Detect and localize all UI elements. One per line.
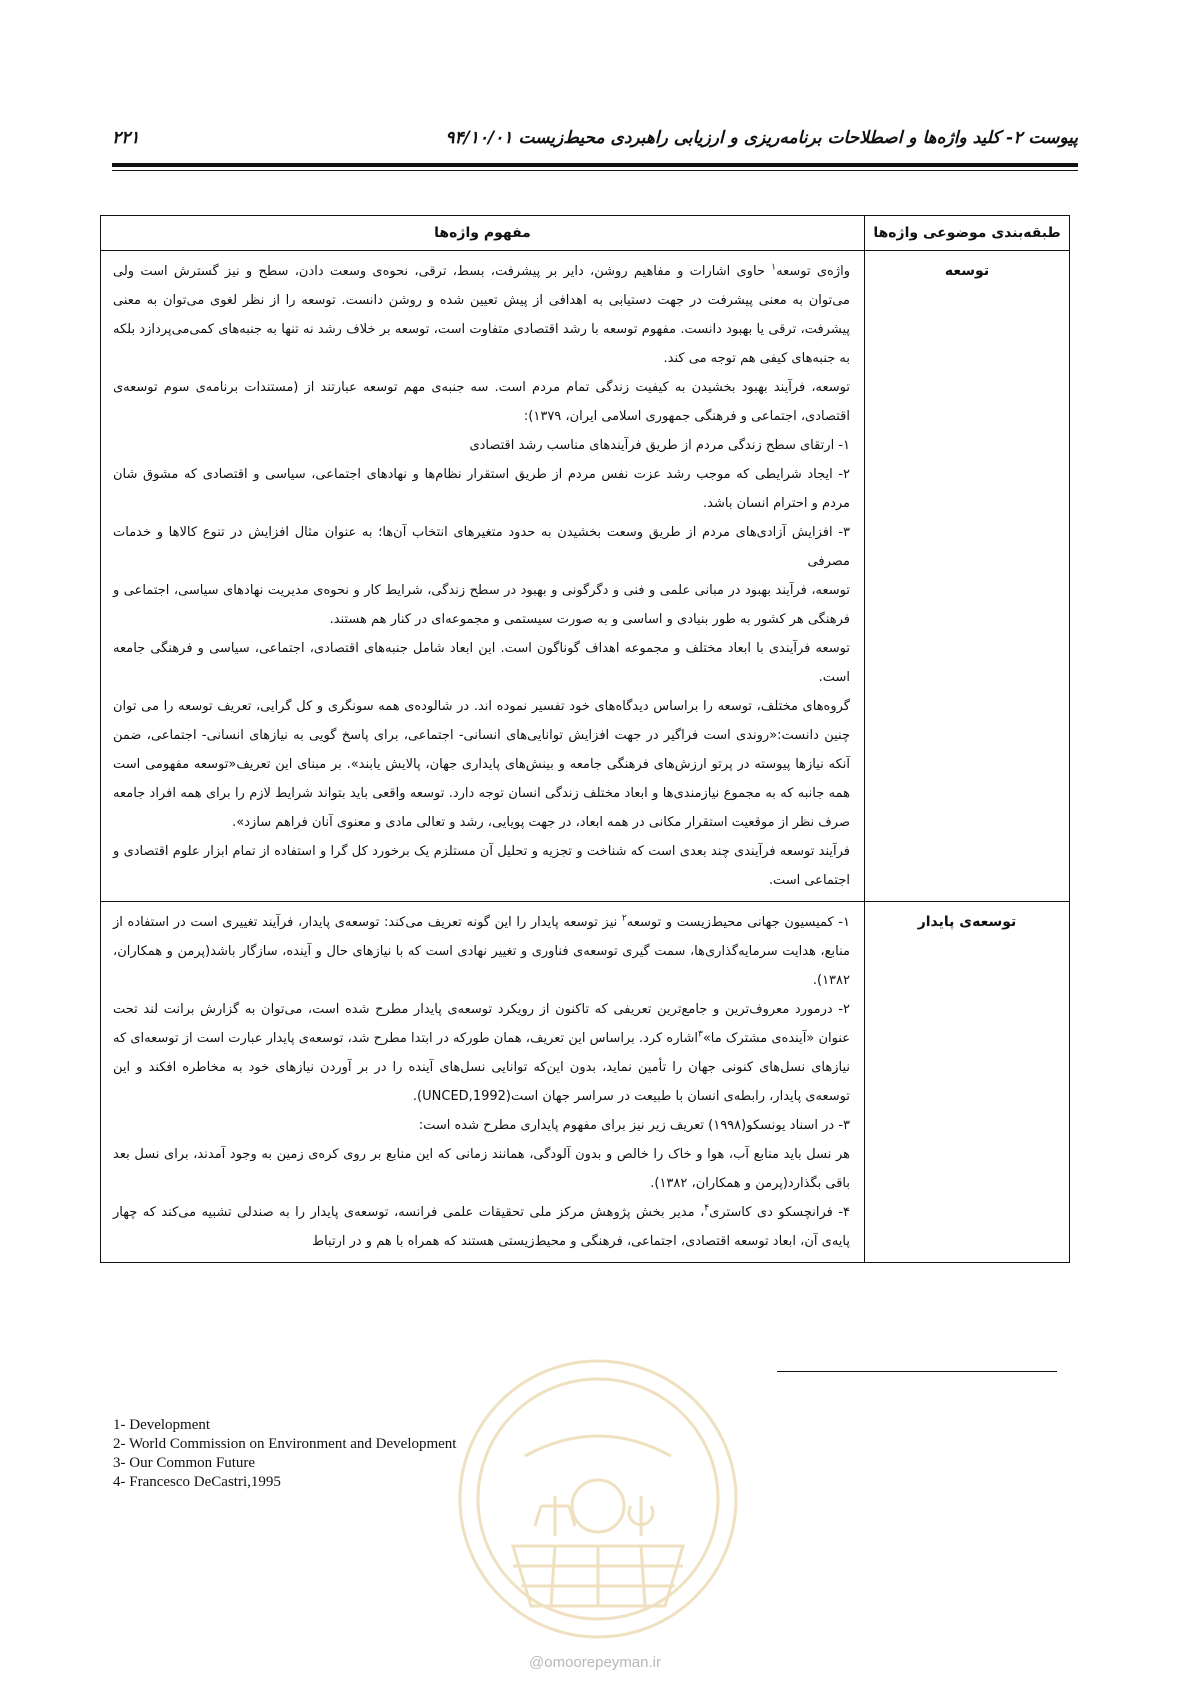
footnote-marker: ۱	[771, 262, 777, 273]
footnote-separator	[777, 1371, 1057, 1372]
paragraph: ۲- درمورد معروف‌ترین و جامع‌ترین تعریفی که تاکنون از رویکرد توسعه‌ی پایدار مطرح شده است، می‌توان به گزارش برانت لند تحت عنوان «آینده‌ی مشترک ما»$^۳$اشاره کرد. براساس این تعریف، همان طورکه در ابتدا مطرح شد، توسعه‌ی پایدار عبارت است از توسعه‌ای که نیازهای نسل‌های کنونی جهان را تأمین نماید، بدون این‌که توانایی نسل‌های آینده را در بر آوردن نیازهای خود به مخاطره افکند و این توسعه‌ی پایدار، رابطه‌ی انسان با طبیعت در سراسر جهان است(UNCED,1992).	[113, 1002, 851, 1104]
page-number: ۲۲۱	[112, 128, 140, 148]
table-header-row	[101, 216, 1070, 251]
paragraph: فرآیند توسعه فرآیندی چند بعدی است که شناخت و تجزیه و تحلیل آن مستلزم یک برخورد کل گرا و استفاده از تمام ابزار علوم اقتصادی و اجتماعی است.	[113, 844, 850, 888]
table-row	[101, 251, 1070, 902]
paragraph: توسعه، فرآیند بهبود در مبانی علمی و فنی و دگرگونی و بهبود در سطح زندگی، شرایط کار و نحوه‌ی مدیریت نهادهای سیاسی، اجتماعی و فرهنگی هر کشور به طور بنیادی و اساسی و به صورت سیستمی و مجموعه‌ای در کنار هم هستند.	[113, 583, 850, 627]
paragraph: گروه‌های مختلف، توسعه را براساس دیدگاه‌های خود تفسیر نموده اند. در شالوده‌ی همه سونگری و کل گرایی، تعریف توسعه را می توان چنین دانست:«روندی است فراگیر در جهت افزایش توانایی‌های انسانی- اجتماعی، برای پاسخ گویی به نیازهای انسانی- اجتماعی، ضمن آنکه نیازها پیوسته در پرتو ارزش‌های فرهنگی جامعه و بینش‌های پایداری جهان، پالایش یابند». بر مبنای این تعریف«توسعه مفهومی است همه جانبه که به مجموع نیازمندی‌ها و ابعاد مختلف زندگی انسان توجه دارد. توسعه واقعی باید بتواند شرایط لازم را برای همه افراد جامعه صرف نظر از موقعیت استقرار مکانی در همه ابعاد، در جهت پویایی، رشد و تعالی مادی و معنوی آنان فراهم سازد».	[113, 699, 850, 830]
footnote: 2- World Commission on Environment and Development	[113, 1436, 457, 1452]
footnote-marker: ۴	[704, 1203, 710, 1214]
category-cell: توسعه‌ی پایدار	[865, 902, 1070, 1263]
column-header-category: طبقه‌بندی موضوعی واژه‌ها	[865, 216, 1070, 251]
glossary-table	[100, 215, 1070, 1263]
definition-cell	[101, 251, 865, 902]
column-header-concept: مفهوم واژه‌ها	[101, 216, 865, 251]
header-rule-thick	[112, 163, 1078, 167]
paragraph: ۲- ایجاد شرایطی که موجب رشد عزت نفس مردم از طریق استقرار نظام‌ها و نهادهای اجتماعی، سیاسی و اقتصادی که مشوق شان مردم و احترام انسان باشد.	[113, 467, 850, 511]
footnote-marker: ۳	[697, 1029, 703, 1040]
running-title: پیوست ۲- کلید واژه‌ها و اصطلاحات برنامه‌ریزی و ارزیابی راهبردی محیط‌زیست ۹۴/۱۰/۰۱	[445, 128, 1078, 148]
paragraph: ۳- افزایش آزادی‌های مردم از طریق وسعت بخشیدن به حدود متغیرهای انتخاب آن‌ها؛ به عنوان مثال افزایش در تنوع کالاها و خدمات مصرفی	[113, 525, 850, 569]
header-rule-thin	[112, 170, 1078, 171]
footnotes	[113, 1416, 456, 1492]
watermark-logo-icon	[455, 1356, 741, 1642]
paragraph: ۴- فرانچسکو دی کاستری$^۴$، مدیر بخش پژوهش مرکز ملی تحقیقات علمی فرانسه، توسعه‌ی پایدار را به صندلی تشبیه می‌کند که چهار پایه‌ی آن، ابعاد توسعه اقتصادی، اجتماعی، فرهنگی و محیط‌زیستی هستند که همراه با هم و در ارتباط	[113, 1203, 850, 1249]
paragraph: هر نسل باید منابع آب، هوا و خاک را خالص و بدون آلودگی، همانند زمانی که این منابع بر روی کره‌ی زمین به وجود آمدند، برای نسل بعد باقی بگذارد(پرمن و همکاران، ۱۳۸۲).	[113, 1147, 850, 1191]
paragraph: توسعه فرآیندی با ابعاد مختلف و مجموعه اهداف گوناگون است. این ابعاد شامل جنبه‌های اقتصادی، اجتماعی، سیاسی و فرهنگی جامعه است.	[113, 641, 850, 685]
footnote: 4- Francesco DeCastri,1995	[113, 1474, 281, 1490]
paragraph: ۱- کمیسیون جهانی محیط‌زیست و توسعه$^۲$ نیز توسعه پایدار را این گونه تعریف می‌کند: توسعه‌ی پایدار، فرآیند تغییری است در استفاده از منابع، هدایت سرمایه‌گذاری‌ها، سمت گیری توسعه‌ی فناوری و تغییر نهادی است که با نیازهای حال و آینده، سازگار باشد(پرمن و همکاران، ۱۳۸۲).	[113, 913, 851, 988]
watermark-url: @omoorepeyman.ir	[529, 1654, 661, 1671]
paragraph: ۳- در اسناد یونسکو(۱۹۹۸) تعریف زیر نیز برای مفهوم پایداری مطرح شده است:	[418, 1118, 850, 1133]
category-cell: توسعه	[865, 251, 1070, 902]
paragraph: واژه‌ی توسعه$^۱$ حاوی اشارات و مفاهیم روشن، دایر بر پیشرفت، بسط، ترقی، نحوه‌ی وسعت دادن، سطح و نیز گسترش است ولی می‌توان به معنی پیشرفت در جهت دستیابی به اهدافی از پیش تعیین شده و روشن دانست. توسعه را از نظر لغوی می‌توان به معنی پیشرفت، ترقی یا بهبود دانست. مفهوم توسعه با رشد اقتصادی متفاوت است، توسعه بر خلاف رشد نه تنها به جنبه‌های کمی‌می‌پردازد بلکه به جنبه‌های کیفی هم توجه می کند.	[113, 262, 850, 366]
footnote-marker: ۲	[621, 913, 627, 924]
definition-cell	[101, 902, 865, 1263]
table-row	[101, 902, 1070, 1263]
footnote: 1- Development	[113, 1417, 211, 1433]
paragraph: توسعه، فرآیند بهبود بخشیدن به کیفیت زندگی تمام مردم است. سه جنبه‌ی مهم توسعه عبارتند از (مستندات برنامه‌ی سوم توسعه‌ی اقتصادی، اجتماعی و فرهنگی جمهوری اسلامی ایران، ۱۳۷۹):	[113, 380, 850, 424]
footnote: 3- Our Common Future	[113, 1455, 256, 1471]
page-header	[112, 128, 1078, 156]
paragraph: ۱- ارتقای سطح زندگی مردم از طریق فرآیندهای مناسب رشد اقتصادی	[469, 438, 850, 453]
